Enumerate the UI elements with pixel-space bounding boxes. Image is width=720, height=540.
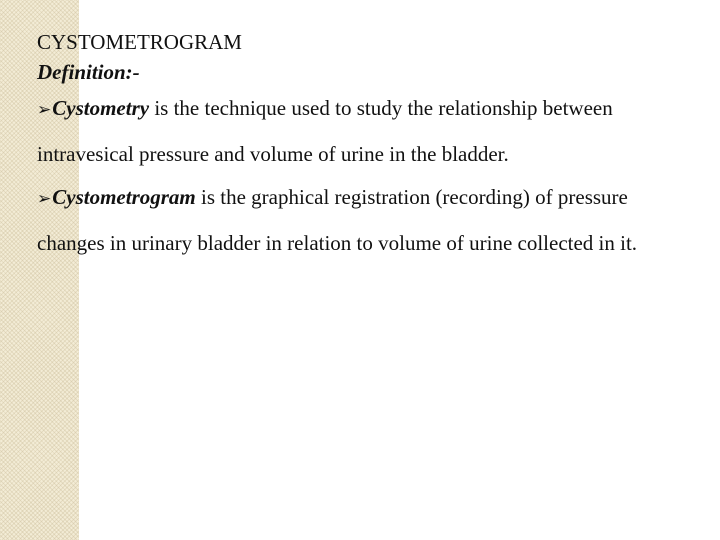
definition-cystometrogram: is the graphical registration (recording) of pressure changes in urinary bladder in relation to volume of urine collected in it. [37,185,638,255]
bullet-cystometrogram [37,176,697,265]
term-cystometrogram: Cystometrogram [52,185,196,209]
definition-cystometry: is the technique used to study the relationship between intravesical pressure and volume of urine in the bladder. [37,96,613,166]
definition-heading: Definition:- [37,60,140,84]
arrow-bullet-icon: ➢ [37,189,52,209]
arrow-bullet-icon: ➢ [37,100,52,120]
slide-title: CYSTOMETROGRAM [37,30,242,54]
bullet-cystometry [37,87,697,176]
term-cystometry: Cystometry [52,96,150,120]
slide-content [37,28,697,265]
